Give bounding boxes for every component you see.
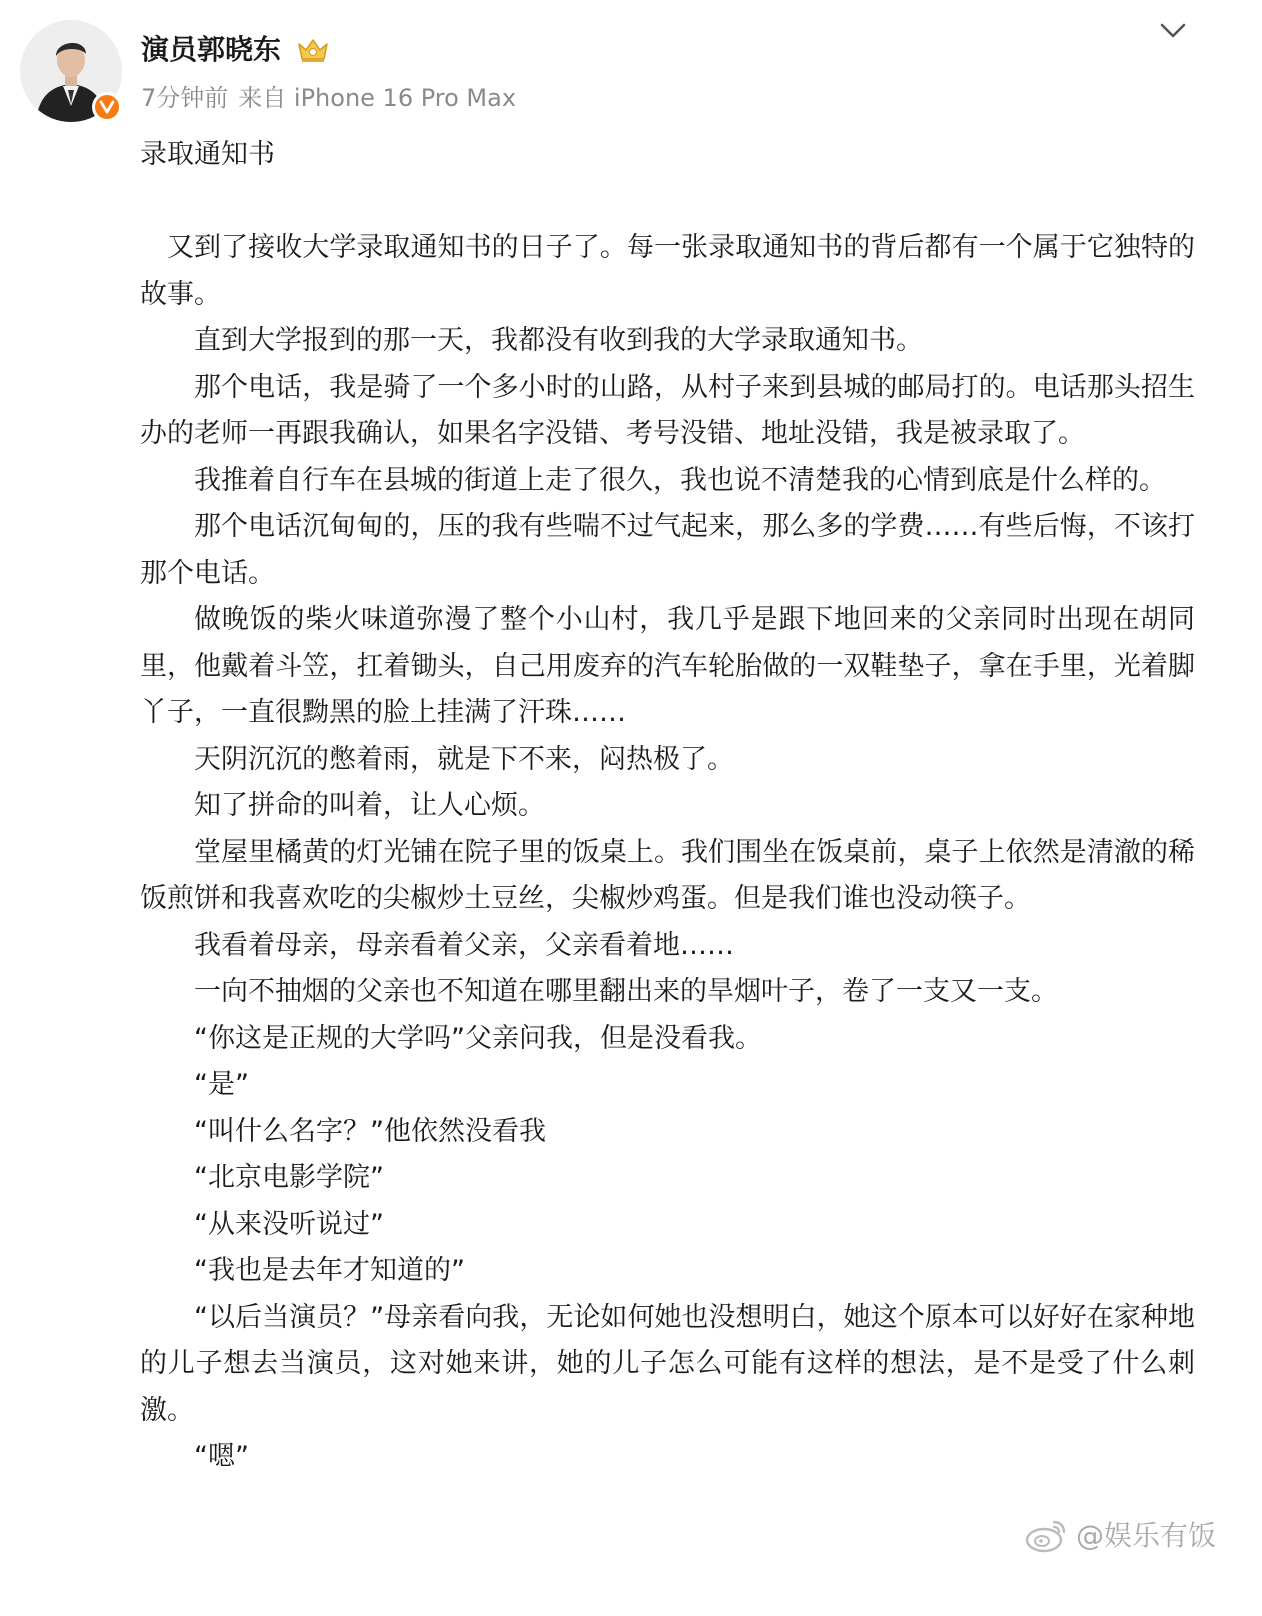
paragraph-list [140, 225, 1195, 1481]
weibo-logo-icon [1024, 1518, 1068, 1554]
post-paragraph: 又到了接收大学录取通知书的日子了。每一张录取通知书的背后都有一个属于它独特的故事。 [140, 232, 1195, 310]
post-paragraph: “是” [194, 1069, 249, 1100]
post-paragraph: 直到大学报到的那一天，我都没有收到我的大学录取通知书。 [194, 325, 923, 356]
post-paragraph: 我看着母亲，母亲看着父亲，父亲看着地…… [194, 929, 734, 961]
author-name[interactable]: 演员郭晓东 [141, 33, 282, 66]
post-paragraph: 那个电话沉甸甸的，压的我有些喘不过气起来，那么多的学费……有些后悔，不该打那个电话。 [140, 511, 1195, 589]
post-source[interactable]: 来自 iPhone 16 Pro Max [238, 84, 517, 112]
post-paragraph: 堂屋里橘黄的灯光铺在院子里的饭桌上。我们围坐在饭桌前，桌子上依然是清澈的稀饭煎饼和我喜欢吃的尖椒炒土豆丝，尖椒炒鸡蛋。但是我们谁也没动筷子。 [140, 836, 1195, 914]
post-paragraph: 我推着自行车在县城的街道上走了很久，我也说不清楚我的心情到底是什么样的。 [194, 464, 1166, 496]
post-paragraph: 那个电话，我是骑了一个多小时的山路，从村子来到县城的邮局打的。电话那头招生办的老师一再跟我确认，如果名字没错、考号没错、地址没错，我是被录取了。 [140, 371, 1195, 449]
avatar[interactable] [20, 20, 122, 122]
post-paragraph: 做晚饭的柴火味道弥漫了整个小山村，我几乎是跟下地回来的父亲同时出现在胡同里，他戴着斗笠，扛着锄头，自己用废弃的汽车轮胎做的一双鞋垫子，拿在手里，光着脚丫子，一直很黝黑的脸上挂满了汗珠…… [140, 604, 1195, 728]
post-paragraph: “我也是去年才知道的” [194, 1255, 465, 1286]
chevron-down-icon[interactable] [1158, 18, 1188, 42]
verified-v-icon [92, 92, 122, 122]
post-title: 录取通知书 [140, 139, 275, 170]
post-paragraph: “你这是正规的大学吗”父亲问我，但是没看我。 [194, 1022, 762, 1054]
post-content [140, 132, 1195, 1481]
watermark-text: @娱乐有饭 [1075, 1519, 1216, 1552]
watermark [1024, 1516, 1216, 1556]
crown-icon[interactable] [295, 35, 331, 65]
post-time: 7分钟前 [141, 84, 229, 112]
post-paragraph: 天阴沉沉的憋着雨，就是下不来，闷热极了。 [194, 743, 734, 775]
post-paragraph: “北京电影学院” [194, 1162, 384, 1193]
blank-line [140, 179, 1195, 226]
post-paragraph: “叫什么名字？”他依然没看我 [194, 1115, 546, 1147]
post-meta [141, 82, 526, 114]
post-paragraph: “从来没听说过” [194, 1208, 384, 1240]
post-paragraph: “嗯” [194, 1441, 249, 1472]
post-paragraph: 一向不抽烟的父亲也不知道在哪里翻出来的旱烟叶子，卷了一支又一支。 [194, 976, 1058, 1007]
post-paragraph: 知了拼命的叫着，让人心烦。 [194, 790, 545, 821]
post-paragraph: “以后当演员？”母亲看向我，无论如何她也没想明白，她这个原本可以好好在家种地的儿子想去当演员，这对她来讲，她的儿子怎么可能有这样的想法，是不是受了什么刺激。 [140, 1301, 1195, 1426]
